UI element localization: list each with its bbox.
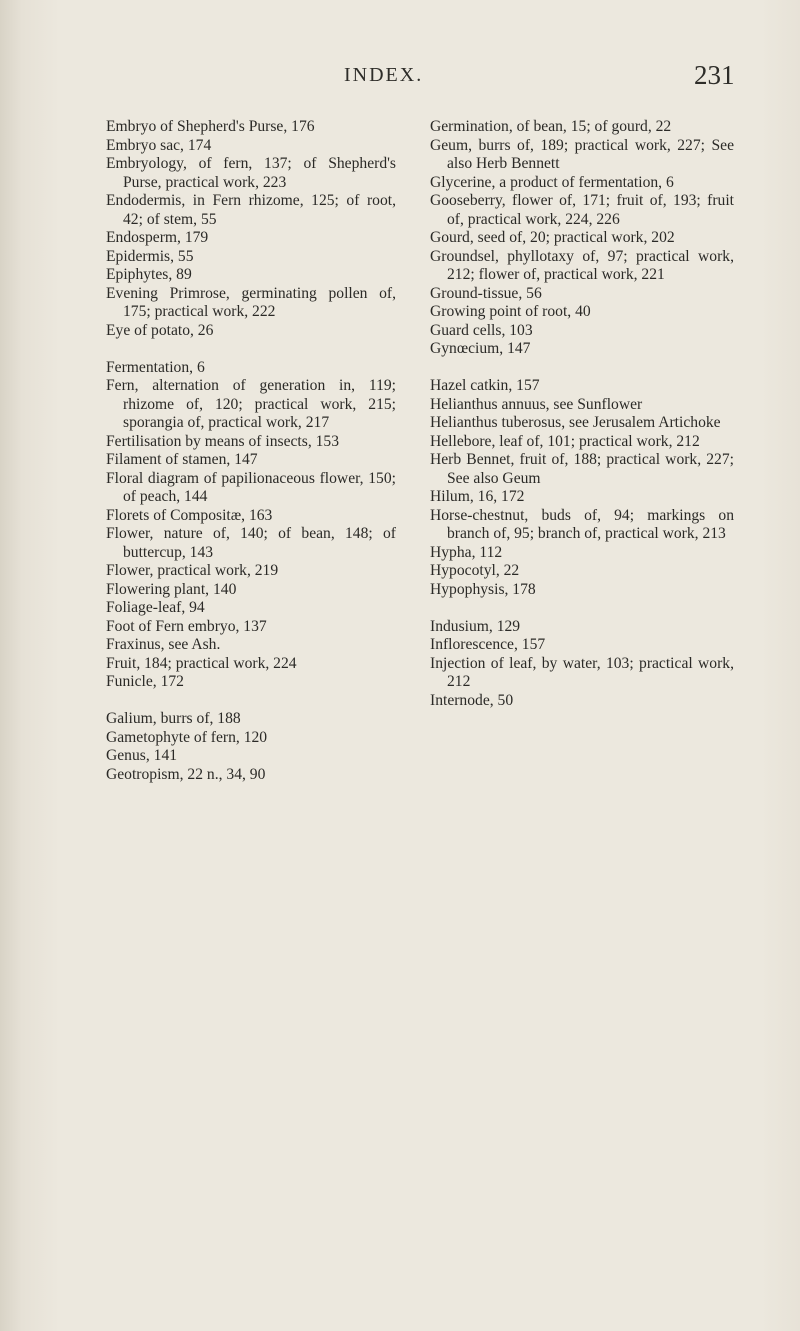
page-number: 231 [694,60,735,90]
index-entry: Gynœcium, 147 [430,340,531,357]
index-entry: Funicle, 172 [106,673,184,690]
index-entry: Endodermis, in Fern rhizome, 125; of root, 42; of stem, 55 [106,192,396,228]
index-entry: Hellebore, leaf of, 101; practical work, 212 [430,432,700,450]
index-entry: Gametophyte of fern, 120 [106,728,268,746]
index-entry: Growing point of root, 40 [430,303,591,320]
index-entry: Genus, 141 [106,747,178,764]
index-entry: Foliage-leaf, 94 [106,599,205,616]
index-entry: Hypha, 112 [430,543,503,561]
index-entry: Geum, burrs of, 189; practical work, 227; See also Herb Bennett [430,136,734,172]
index-entry: Flower, practical work, 219 [106,562,279,579]
letter-group-gap [106,340,396,359]
index-entry: Endosperm, 179 [106,229,209,246]
index-entry: Horse-chestnut, buds of, 94; markings on branch of, 95; branch of, practical work, 213 [430,506,734,542]
index-entry: Gourd, seed of, 20; practical work, 202 [430,229,675,246]
index-entry: Hypophysis, 178 [430,580,536,598]
index-entry: Germination, of bean, 15; of gourd, 22 [430,118,672,135]
index-entry: Gooseberry, flower of, 171; fruit of, 193; fruit of, practical work, 224, 226 [430,192,734,228]
index-entry: Flowering plant, 140 [106,580,237,598]
letter-group-gap [106,692,396,711]
index-entry: Embryology, of fern, 137; of Shepherd's Purse, practical work, 223 [106,155,396,191]
index-entry: Guard cells, 103 [430,321,533,339]
index-entry: Hypocotyl, 22 [430,562,520,579]
index-entry: Fertilisation by means of insects, 153 [106,432,340,450]
letter-group-gap [430,359,734,378]
letter-group-gap [430,599,734,618]
index-entry: Fern, alternation of generation in, 119; rhizome of, 120; practical work, 215; sporangia of, practical work, 217 [106,377,396,431]
index-entry: Florets of Compositæ, 163 [106,506,273,524]
index-entry: Fruit, 184; practical work, 224 [106,654,297,672]
index-entry: Injection of leaf, by water, 103; practical work, 212 [430,654,734,690]
index-entry: Epidermis, 55 [106,247,194,265]
index-entry: Foot of Fern embryo, 137 [106,617,267,635]
index-entry: Inflorescence, 157 [430,636,546,653]
index-entry: Indusium, 129 [430,617,521,635]
index-column-right [430,118,734,710]
index-entry: Floral diagram of papilionaceous flower, 150; of peach, 144 [106,469,396,505]
index-entry: Embryo sac, 174 [106,136,212,154]
index-entry: Evening Primrose, germinating pollen of, 175; practical work, 222 [106,284,396,320]
index-entry: Hazel catkin, 157 [430,377,540,394]
index-entry: Herb Bennet, fruit of, 188; practical work, 227; See also Geum [430,451,734,487]
index-entry: Epiphytes, 89 [106,266,192,283]
index-entry: Internode, 50 [430,691,514,709]
index-entry: Helianthus tuberosus, see Jerusalem Artichoke [430,414,721,431]
index-entry: Embryo of Shepherd's Purse, 176 [106,118,315,135]
index-entry: Filament of stamen, 147 [106,451,258,468]
index-column-left [106,118,396,784]
index-entry: Groundsel, phyllotaxy of, 97; practical work, 212; flower of, practical work, 221 [430,247,734,283]
index-entry: Helianthus annuus, see Sunflower [430,395,643,413]
index-entry: Ground-tissue, 56 [430,284,542,302]
index-entry: Hilum, 16, 172 [430,488,525,505]
running-head: INDEX. [344,64,424,86]
index-entry: Geotropism, 22 n., 34, 90 [106,765,266,783]
index-entry: Glycerine, a product of fermentation, 6 [430,173,674,191]
index-entry: Fermentation, 6 [106,358,205,376]
index-entry: Galium, burrs of, 188 [106,710,241,727]
page-header [0,60,800,100]
index-entry: Eye of potato, 26 [106,321,214,339]
index-entry: Flower, nature of, 140; of bean, 148; of buttercup, 143 [106,525,396,561]
index-entry: Fraxinus, see Ash. [106,636,221,653]
